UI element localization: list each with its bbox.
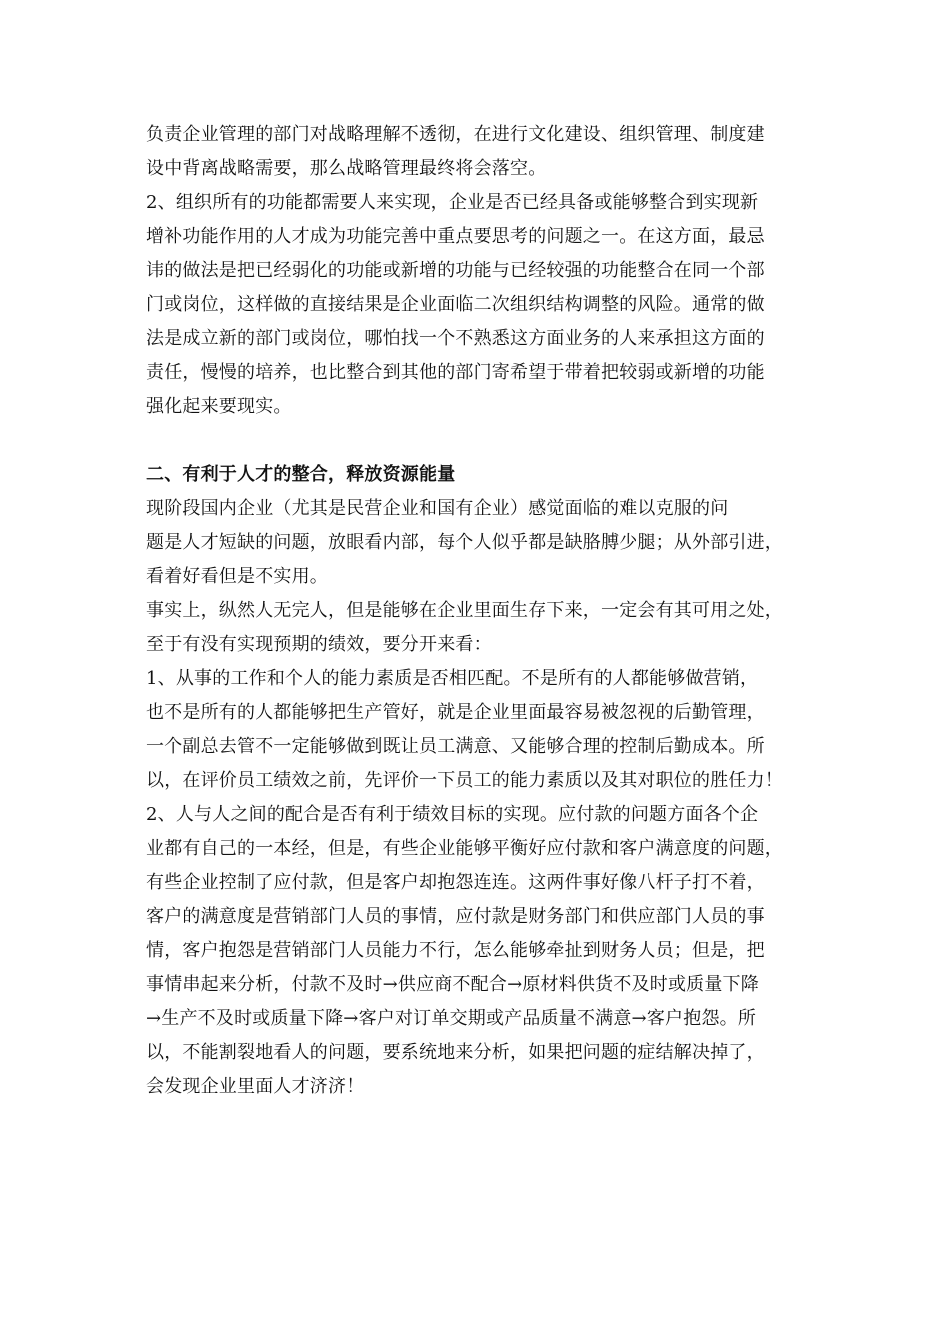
text-line: 一个副总去管不一定能够做到既让员工满意、又能够合理的控制后勤成本。所 [146, 736, 765, 757]
text-line: 强化起来要现实。 [146, 396, 292, 417]
text-line: 设中背离战略需要，那么战略管理最终将会落空。 [146, 158, 547, 179]
text-line: 事情串起来分析，付款不及时→供应商不配合→原材料供货不及时或质量下降 [146, 974, 759, 995]
text-line: 现阶段国内企业（尤其是民营企业和国有企业）感觉面临的难以克服的问 [146, 498, 729, 519]
text-line: 事实上，纵然人无完人，但是能够在企业里面生存下来，一定会有其可用之处， [146, 600, 783, 621]
text-line: 至于有没有实现预期的绩效，要分开来看： [146, 634, 492, 655]
paragraph-strategy-end [146, 118, 816, 186]
text-line: 客户的满意度是营销部门人员的事情，应付款是财务部门和供应部门人员的事 [146, 906, 765, 927]
text-line: 题是人才短缺的问题，放眼看内部，每个人似乎都是缺胳膊少腿；从外部引进， [146, 532, 783, 553]
text-line: 2、人与人之间的配合是否有利于绩效目标的实现。应付款的问题方面各个企 [146, 804, 759, 825]
paragraph-point1-match [146, 662, 816, 798]
paragraph-point2-functions [146, 186, 816, 424]
document-body [146, 118, 816, 1104]
paragraph-gap [146, 424, 816, 458]
text-line: 讳的做法是把已经弱化的功能或新增的功能与已经较强的功能整合在同一个部 [146, 260, 765, 281]
text-line: 业都有自己的一本经，但是，有些企业能够平衡好应付款和客户满意度的问题， [146, 838, 783, 859]
text-line: 有些企业控制了应付款，但是客户却抱怨连连。这两件事好像八杆子打不着， [146, 872, 765, 893]
text-line: →生产不及时或质量下降→客户对订单交期或产品质量不满意→客户抱怨。所 [146, 1008, 757, 1029]
text-line: 会发现企业里面人才济济！ [146, 1076, 365, 1097]
text-line: 负责企业管理的部门对战略理解不透彻，在进行文化建设、组织管理、制度建 [146, 124, 765, 145]
text-line: 增补功能作用的人才成为功能完善中重点要思考的问题之一。在这方面，最忌 [146, 226, 765, 247]
text-line: 以，不能割裂地看人的问题，要系统地来分析，如果把问题的症结解决掉了， [146, 1042, 765, 1063]
paragraph-in-fact [146, 594, 816, 662]
text-line: 以，在评价员工绩效之前，先评价一下员工的能力素质以及其对职位的胜任力！ [146, 770, 783, 791]
text-line: 2、组织所有的功能都需要人来实现，企业是否已经具备或能够整合到实现新 [146, 192, 759, 213]
text-line: 情，客户抱怨是营销部门人员能力不行，怎么能够牵扯到财务人员；但是，把 [146, 940, 765, 961]
text-line: 法是成立新的部门或岗位，哪怕找一个不熟悉这方面业务的人来承担这方面的 [146, 328, 765, 349]
text-line: 门或岗位，这样做的直接结果是企业面临二次组织结构调整的风险。通常的做 [146, 294, 765, 315]
text-line: 也不是所有的人都能够把生产管好，就是企业里面最容易被忽视的后勤管理， [146, 702, 765, 723]
text-line: 责任，慢慢的培养，也比整合到其他的部门寄希望于带着把较弱或新增的功能 [146, 362, 765, 383]
section-heading: 二、有利于人才的整合，释放资源能量 [146, 464, 456, 485]
paragraph-talent-shortage [146, 492, 816, 594]
paragraph-point2-cooperation [146, 798, 816, 1104]
text-line: 看着好看但是不实用。 [146, 566, 328, 587]
text-line: 1、从事的工作和个人的能力素质是否相匹配。不是所有的人都能够做营销， [146, 668, 759, 689]
